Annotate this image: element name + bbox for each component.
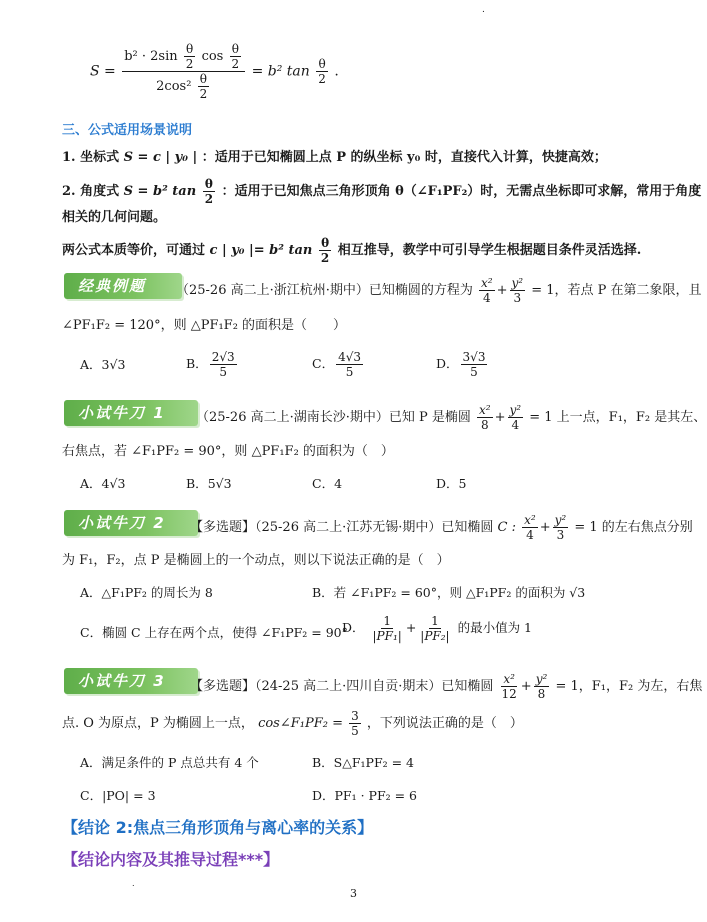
formula-rhs: = b² tan <box>251 63 310 80</box>
ex2-option-a[interactable]: A．4√3 <box>80 476 126 491</box>
conclusion-subtitle: 【结论内容及其推导过程***】 <box>62 850 280 869</box>
formula-area: S = b² · 2sin $\frac{\theta}{2}$ cos $\frac{\theta}{2}$ 2cos² $\frac{\theta}{2}$ = b² tan $\frac{\theta}{2}$ . <box>90 42 339 101</box>
bottom-dot: . <box>132 879 135 888</box>
ex3-stem: 【多选题】（25-26 高二上·江苏无锡·期中）已知椭圆 C : $\frac{\text{x²}}{4}$ + $\frac{\text{y²}}{3}$ = 1 的左右焦点分别 <box>190 513 693 542</box>
ex4-stem-line2: 点. O 为原点，P 为椭圆上一点， cos∠F₁PF₂ = $\frac{3}{5}$ ，下列说法正确的是（ ） <box>62 709 523 738</box>
formula-denominator: 2cos² $\frac{\theta}{2}$ <box>156 72 208 101</box>
ex3-option-d[interactable]: D． $\frac{1}{\text{|PF₁|}}$ + $\frac{1}{\text{|PF₂|}}$ 的最小值为 1 <box>342 614 533 643</box>
formula-numerator: b² · 2sin $\frac{\theta}{2}$ cos $\frac{\theta}{2}$ <box>122 42 245 72</box>
ex4-stem: 【多选题】（24-25 高二上·四川自贡·期末）已知椭圆 $\frac{\text{x²}}{12}$ + $\frac{\text{y²}}{8}$ = 1，F₁，F₂ 为左，右焦 <box>190 672 703 701</box>
ex3-option-a[interactable]: A．△F₁PF₂ 的周长为 8 <box>80 585 213 600</box>
ex2-option-c[interactable]: C．4 <box>312 476 343 491</box>
ex4-option-c[interactable]: C．|PO| = 3 <box>80 788 156 803</box>
ex2-option-d[interactable]: D．5 <box>436 476 467 491</box>
page-number: 3 <box>350 887 357 900</box>
ex3-stem-line2: 为 F₁，F₂，点 P 是椭圆上的一个动点，则以下说法正确的是（ ） <box>62 553 450 568</box>
ex1-stem: （25-26 高二上·浙江杭州·期中）已知椭圆的方程为 $\frac{\text{x²}}{4}$ + $\frac{\text{y²}}{3}$ = 1，若点 P 在第二象限，且 <box>176 276 702 305</box>
ex1-option-c[interactable]: C． $\frac{4√3}{5}$ <box>312 350 361 379</box>
ex4-option-d[interactable]: D．PF₁ · PF₂ = 6 <box>312 788 418 803</box>
ex2-stem: （25-26 高二上·湖南长沙·期中）已知 P 是椭圆 $\frac{\text{x²}}{8}$ + $\frac{\text{y²}}{4}$ = 1 上一点，F₁，F₂ 是其左、 <box>196 403 707 432</box>
ex1-option-d[interactable]: D． $\frac{3√3}{5}$ <box>436 350 486 379</box>
line-equivalence: 两公式本质等价，可通过 c | y₀ |= b² tan $\frac{\theta}{2}$ 相互推导，教学中可引导学生根据题目条件灵活选择. <box>62 236 642 265</box>
formula-lhs: S = <box>90 63 116 80</box>
top-dot: . <box>482 5 485 15</box>
line-coordinate-formula: 1. 坐标式 S = c | y₀ | ：适用于已知椭圆上点 P 的纵坐标 y₀ 时，直接代入计算，快捷高效； <box>62 150 607 165</box>
badge-try-3: 小试牛刀 3 <box>64 668 198 694</box>
line-angle-formula-cont: 相关的几何问题。 <box>62 210 167 225</box>
badge-classic-example: 经典例题 <box>64 273 182 299</box>
ex2-option-b[interactable]: B．5√3 <box>186 476 232 491</box>
line-angle-formula: 2. 角度式 S = b² tan $\frac{\theta}{2}$ ：适用于已知焦点三角形顶角 θ（∠F₁PF₂）时，无需点坐标即可求解，常用于角度 <box>62 177 702 206</box>
ex1-option-b[interactable]: B． $\frac{2√3}{5}$ <box>186 350 235 379</box>
ex4-option-a[interactable]: A．满足条件的 P 点总共有 4 个 <box>80 755 259 770</box>
ex3-option-c[interactable]: C．椭圆 C 上存在两个点，使得 ∠F₁PF₂ = 90° <box>80 625 348 640</box>
badge-try-2: 小试牛刀 2 <box>64 510 198 536</box>
ex1-option-a[interactable]: A．3√3 <box>80 357 126 372</box>
ex3-option-b[interactable]: B．若 ∠F₁PF₂ = 60°，则 △F₁PF₂ 的面积为 √3 <box>312 585 586 600</box>
badge-try-1: 小试牛刀 1 <box>64 400 198 426</box>
conclusion-title: 【结论 2:焦点三角形顶角与离心率的关系】 <box>62 818 374 837</box>
section-3-title: 三、公式适用场景说明 <box>62 123 193 138</box>
ex1-stem-line2: ∠PF₁F₂ = 120°，则 △PF₁F₂ 的面积是（ ） <box>62 318 347 333</box>
ex4-option-b[interactable]: B．S△F₁PF₂ = 4 <box>312 755 415 770</box>
ex2-stem-line2: 右焦点，若 ∠F₁PF₂ = 90°，则 △PF₁F₂ 的面积为（ ） <box>62 444 394 459</box>
